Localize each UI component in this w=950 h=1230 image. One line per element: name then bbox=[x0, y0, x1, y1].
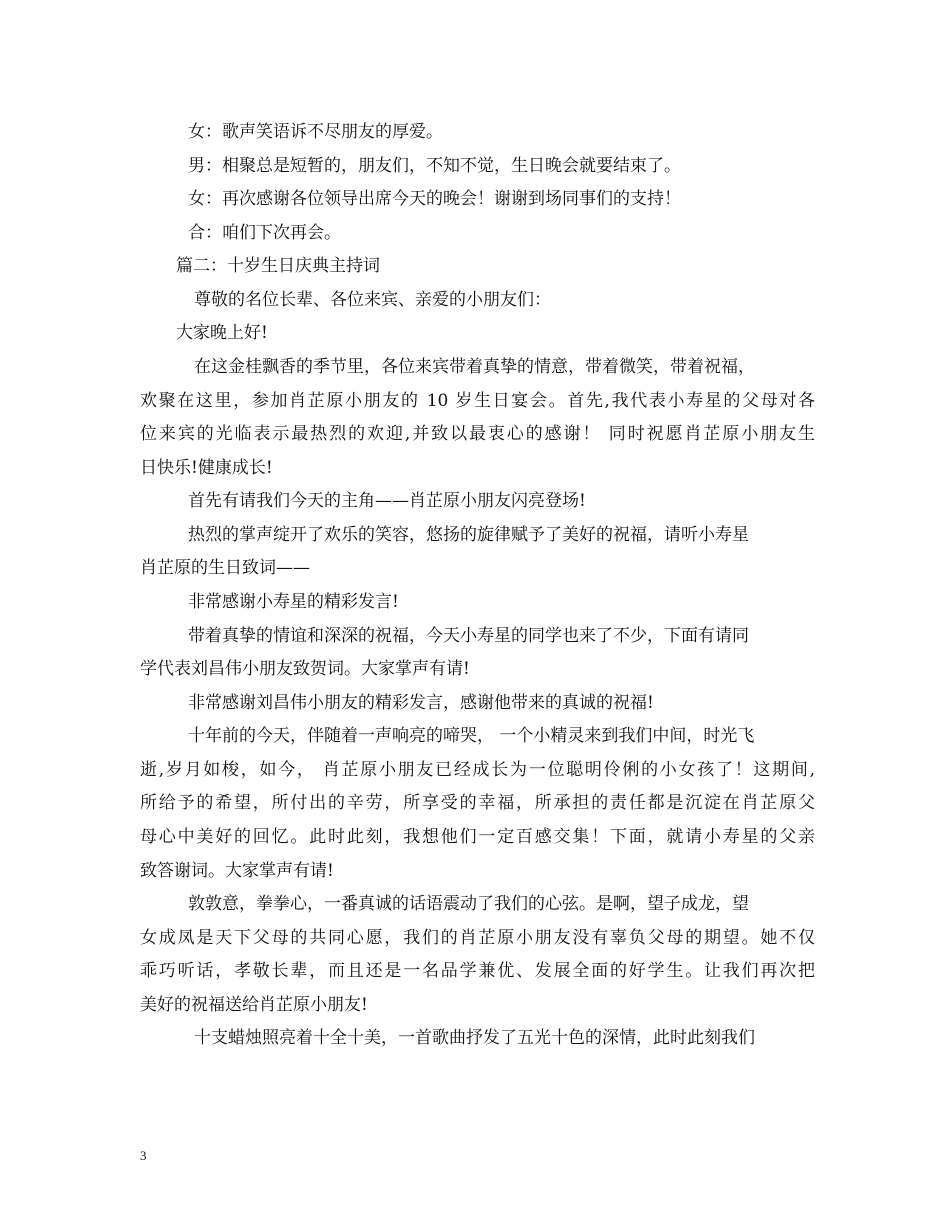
text-line: 女成凤是天下父母的共同心愿，我们的肖芷原小朋友没有辜负父母的期望。她不仅 bbox=[140, 928, 815, 948]
section-heading: 篇二：十岁生日庆典主持词 bbox=[176, 256, 380, 276]
text-line: 带着真挚的情谊和深深的祝福，今天小寿星的同学也来了不少，下面有请同 bbox=[188, 626, 749, 646]
text-line: 首先有请我们今天的主角——肖芷原小朋友闪亮登场! bbox=[188, 491, 586, 511]
text-line: 位来宾的光临表示最热烈的欢迎,并致以最衷心的感谢！ 同时祝愿肖芷原小朋友生 bbox=[140, 424, 815, 444]
text-line: 逝,岁月如梭，如今， 肖芷原小朋友已经成长为一位聪明伶俐的小女孩了！这期间, bbox=[140, 760, 815, 780]
text-line: 男：相聚总是短暂的，朋友们，不知不觉，生日晚会就要结束了。 bbox=[188, 156, 681, 176]
text-line: 乖巧听话，孝敬长辈，而且还是一名品学兼优、发展全面的好学生。让我们再次把 bbox=[140, 961, 815, 981]
text-line: 母心中美好的回忆。此时此刻，我想他们一定百感交集！下面，就请小寿星的父亲 bbox=[140, 827, 815, 847]
text-line: 合：咱们下次再会。 bbox=[188, 223, 341, 243]
text-line: 美好的祝福送给肖芷原小朋友! bbox=[140, 995, 368, 1015]
text-line: 所给予的希望，所付出的辛劳，所享受的幸福，所承担的责任都是沉淀在肖芷原父 bbox=[140, 793, 815, 813]
text-line: 肖芷原的生日致词—— bbox=[140, 558, 310, 578]
text-line: 学代表刘昌伟小朋友致贺词。大家掌声有请! bbox=[140, 659, 470, 679]
text-line: 在这金桂飘香的季节里，各位来宾带着真挚的情意，带着微笑，带着祝福， bbox=[194, 357, 755, 377]
text-line: 女：歌声笑语诉不尽朋友的厚爱。 bbox=[188, 122, 443, 142]
text-line: 热烈的掌声绽开了欢乐的笑容，悠扬的旋律赋予了美好的祝福，请听小寿星 bbox=[188, 525, 749, 545]
text-line: 欢聚在这里，参加肖芷原小朋友的 10 岁生日宴会。首先,我代表小寿星的父母对各 bbox=[140, 391, 815, 411]
text-line: 十年前的今天，伴随着一声响亮的啼哭， 一个小精灵来到我们中间，时光飞 bbox=[188, 726, 755, 746]
text-line: 大家晚上好! bbox=[176, 323, 268, 343]
text-line: 非常感谢小寿星的精彩发言! bbox=[188, 592, 399, 612]
text-line: 女：再次感谢各位领导出席今天的晚会！谢谢到场同事们的支持！ bbox=[188, 189, 681, 209]
page-number: 3 bbox=[140, 1148, 147, 1163]
text-line: 日快乐!健康成长! bbox=[140, 458, 273, 478]
text-line: 敦敦意，拳拳心，一番真诚的话语震动了我们的心弦。是啊，望子成龙，望 bbox=[188, 894, 749, 914]
text-line: 十支蜡烛照亮着十全十美，一首歌曲抒发了五光十色的深情，此时此刻我们 bbox=[194, 1028, 755, 1048]
text-line: 尊敬的名位长辈、各位来宾、亲爱的小朋友们： bbox=[194, 290, 551, 310]
text-line: 非常感谢刘昌伟小朋友的精彩发言，感谢他带来的真诚的祝福! bbox=[188, 693, 654, 713]
text-line: 致答谢词。大家掌声有请! bbox=[140, 861, 334, 881]
